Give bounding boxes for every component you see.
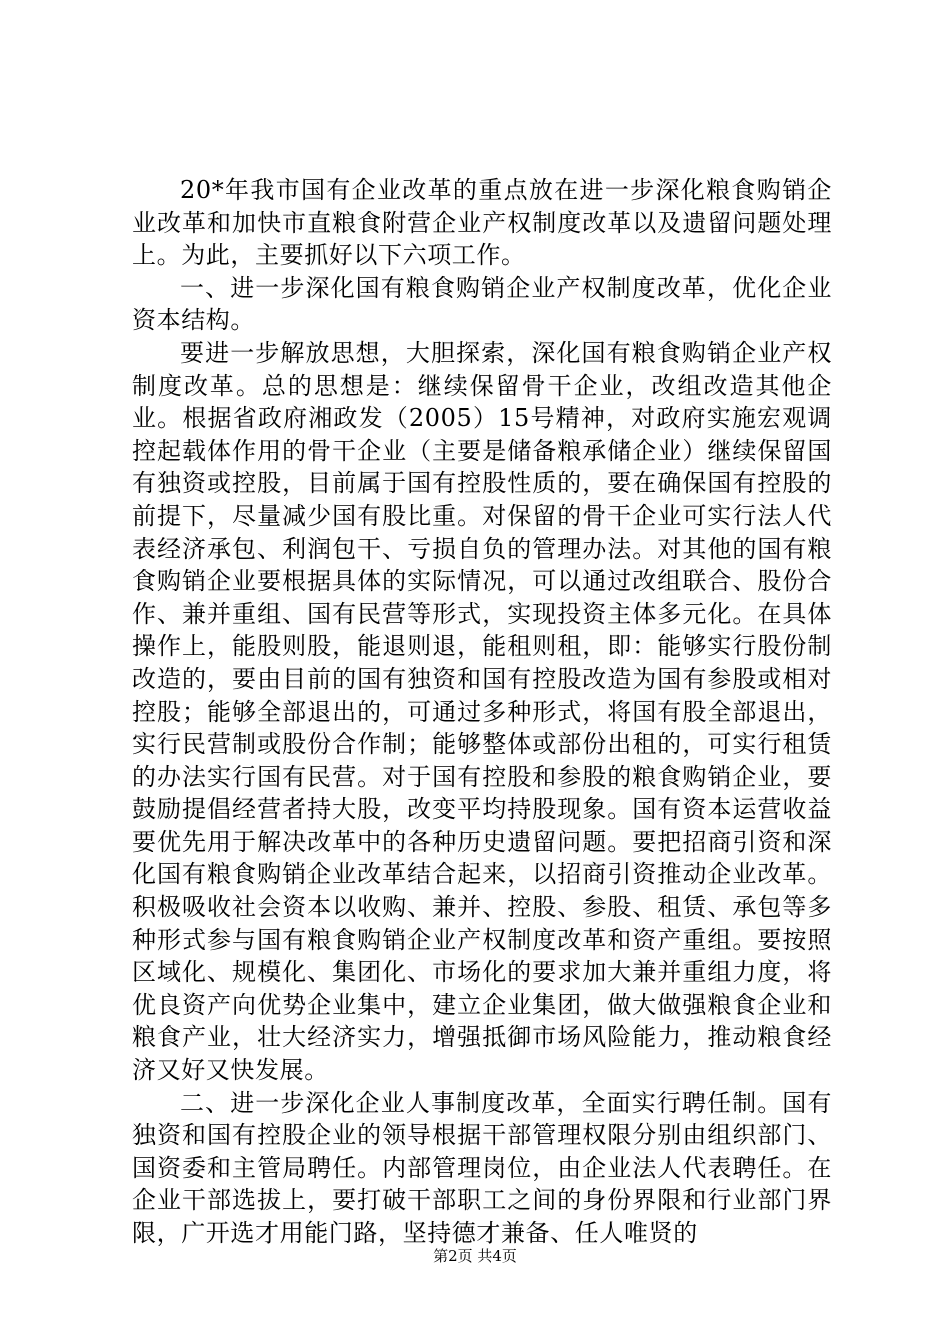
document-body: [132, 174, 832, 1250]
page-number-footer: 第2页 共4页: [433, 1247, 517, 1265]
section-heading-1: 一、进一步深化国有粮食购销企业产权制度改革，优化企业资本结构。: [132, 273, 832, 335]
paragraph-intro: 20*年我市国有企业改革的重点放在进一步深化粮食购销企业改革和加快市直粮食附营企业产权制度改革以及遗留问题处理上。为此，主要抓好以下六项工作。: [132, 176, 832, 270]
section-heading-2: 二、进一步深化企业人事制度改革，全面实行聘任制。国有独资和国有控股企业的领导根据干部管理权限分别由组织部门、国资委和主管局聘任。内部管理岗位，由企业法人代表聘任。在企业干部选拔上，要打破干部职工之间的身份界限和行业部门界限，广开选才用能门路，坚持德才兼备、任人唯贤的: [132, 1088, 832, 1247]
paragraph-section-1-body: 要进一步解放思想，大胆探索，深化国有粮食购销企业产权制度改革。总的思想是：继续保留骨干企业，改组改造其他企业。根据省政府湘政发（2005）15号精神，对政府实施宏观调控起载体作用的骨干企业（主要是储备粮承储企业）继续保留国有独资或控股，目前属于国有控股性质的，要在确保国有控股的前提下，尽量减少国有股比重。对保留的骨干企业可实行法人代表经济承包、利润包干、亏损自负的管理办法。对其他的国有粮食购销企业要根据具体的实际情况，可以通过改组联合、股份合作、兼并重组、国有民营等形式，实现投资主体多元化。在具体操作上，能股则股，能退则退，能租则租，即：能够实行股份制改造的，要由目前的国有独资和国有控股改造为国有参股或相对控股；能够全部退出的，可通过多种形式，将国有股全部退出，实行民营制或股份合作制；能够整体或部份出租的，可实行租赁的办法实行国有民营。对于国有控股和参股的粮食购销企业，要鼓励提倡经营者持大股，改变平均持股现象。国有资本运营收益要优先用于解决改革中的各种历史遗留问题。要把招商引资和深化国有粮食购销企业改革结合起来，以招商引资推动企业改革。积极吸收社会资本以收购、兼并、控股、参股、租赁、承包等多种形式参与国有粮食购销企业产权制度改革和资产重组。要按照区域化、规模化、集团化、市场化的要求加大兼并重组力度，将优良资产向优势企业集中，建立企业集团，做大做强粮食企业和粮食产业，壮大经济实力，增强抵御市场风险能力，推动粮食经济又好又快发展。: [132, 338, 832, 1085]
